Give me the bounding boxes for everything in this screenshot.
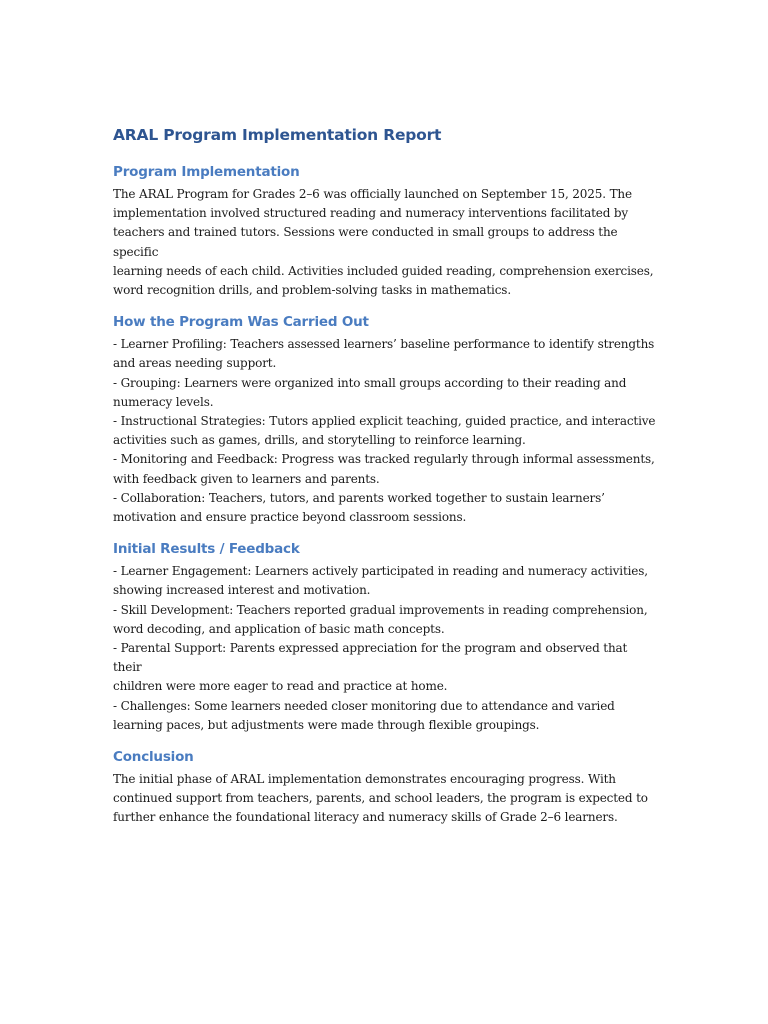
section-body bbox=[113, 562, 658, 735]
section-heading: Initial Results / Feedback bbox=[113, 541, 300, 558]
text-line: word recognition drills, and problem-solving tasks in mathematics. bbox=[113, 283, 511, 298]
text-line: The ARAL Program for Grades 2–6 was officially launched on September 15, 2025. The bbox=[113, 187, 632, 201]
document-page bbox=[113, 123, 658, 840]
text-line: learning paces, but adjustments were made through flexible groupings. bbox=[113, 717, 540, 732]
section-body bbox=[113, 335, 658, 527]
section-heading: Program Implementation bbox=[113, 164, 300, 180]
text-line: with feedback given to learners and parents. bbox=[113, 471, 380, 486]
text-line: motivation and ensure practice beyond classroom sessions. bbox=[113, 510, 467, 525]
section-initial-results bbox=[113, 539, 658, 735]
text-line: - Collaboration: Teachers, tutors, and parents worked together to sustain learners’ bbox=[113, 490, 605, 505]
text-line: numeracy levels. bbox=[113, 394, 214, 409]
section-heading: How the Program Was Carried Out bbox=[113, 314, 369, 331]
text-line: showing increased interest and motivation. bbox=[113, 583, 371, 598]
text-line: continued support from teachers, parents, and school leaders, the program is expected to bbox=[113, 791, 648, 806]
document-title: ARAL Program Implementation Report bbox=[113, 126, 442, 144]
text-line: word decoding, and application of basic math concepts. bbox=[113, 621, 445, 636]
text-line: - Grouping: Learners were organized into small groups according to their reading and bbox=[113, 375, 627, 390]
section-body bbox=[113, 770, 658, 828]
text-line: - Learner Profiling: Teachers assessed learners’ baseline performance to identify strengths bbox=[113, 337, 655, 352]
section-program-implementation bbox=[113, 162, 658, 300]
text-line: - Instructional Strategies: Tutors applied explicit teaching, guided practice, and interactive bbox=[113, 414, 656, 429]
text-line: learning needs of each child. Activities included guided reading, comprehension exercises, bbox=[113, 263, 654, 278]
text-line: activities such as games, drills, and storytelling to reinforce learning. bbox=[113, 433, 526, 448]
text-line: teachers and trained tutors. Sessions were conducted in small groups to address the specific bbox=[113, 225, 618, 259]
section-how-carried-out bbox=[113, 312, 658, 527]
text-line: The initial phase of ARAL implementation demonstrates encouraging progress. With bbox=[113, 772, 616, 787]
text-line: - Skill Development: Teachers reported gradual improvements in reading comprehension, bbox=[113, 602, 648, 617]
section-heading: Conclusion bbox=[113, 749, 194, 766]
text-line: - Parental Support: Parents expressed appreciation for the program and observed that their bbox=[113, 641, 628, 675]
text-line: - Monitoring and Feedback: Progress was tracked regularly through informal assessments, bbox=[113, 452, 655, 467]
text-line: further enhance the foundational literacy and numeracy skills of Grade 2–6 learners. bbox=[113, 810, 618, 825]
text-line: and areas needing support. bbox=[113, 356, 277, 371]
section-body bbox=[113, 185, 658, 300]
text-line: children were more eager to read and practice at home. bbox=[113, 679, 448, 694]
text-line: - Challenges: Some learners needed closer monitoring due to attendance and varied bbox=[113, 698, 615, 713]
text-line: - Learner Engagement: Learners actively participated in reading and numeracy activities, bbox=[113, 564, 648, 579]
section-conclusion bbox=[113, 747, 658, 828]
text-line: implementation involved structured reading and numeracy interventions facilitated by bbox=[113, 206, 629, 221]
